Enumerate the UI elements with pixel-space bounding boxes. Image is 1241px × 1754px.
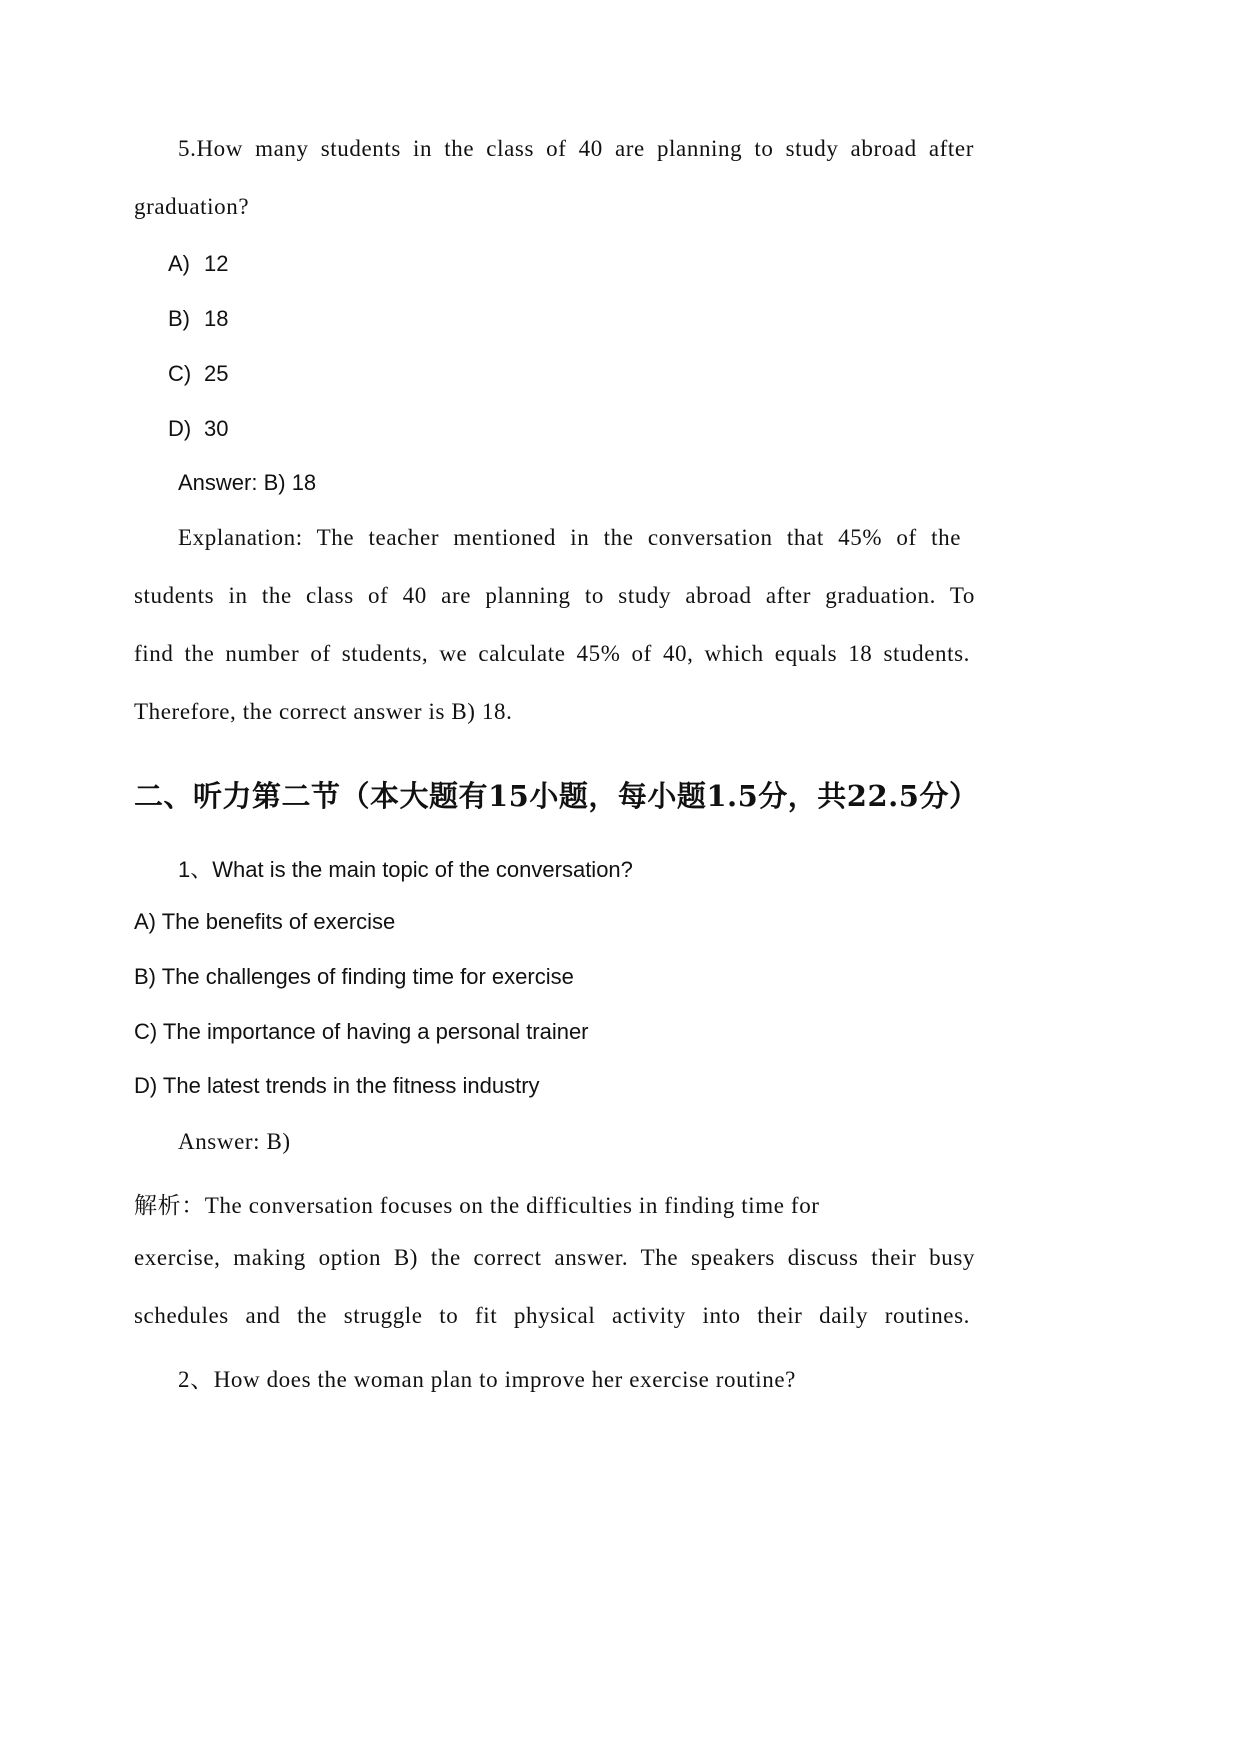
option-text: 18 (204, 306, 229, 331)
q5-option-c (168, 361, 228, 387)
q5-option-d (168, 416, 228, 442)
option-letter: B) (168, 306, 190, 331)
q5-option-a (168, 251, 228, 277)
option-letter: A) (168, 251, 190, 276)
q1-option-d: D) The latest trends in the fitness industry (134, 1073, 540, 1098)
q5-stem-line2: graduation? (134, 194, 250, 219)
q1-option-b: B) The challenges of finding time for exercise (134, 964, 574, 989)
q1-stem: 1、What is the main topic of the conversation? (178, 857, 633, 882)
q5-option-b (168, 306, 228, 332)
section-heading: 二、听力第二节（本大题有15小题，每小题1.5分，共22.5分） (134, 779, 979, 813)
q5-explanation-line1: Explanation: The teacher mentioned in the conversation that 45% of the (178, 525, 961, 550)
q1-answer: Answer: B) (178, 1129, 291, 1154)
q1-analysis-line1: 解析：The conversation focuses on the difficulties in finding time for (134, 1193, 820, 1218)
option-text: 25 (204, 361, 229, 386)
q5-explanation-line3: find the number of students, we calculate 45% of 40, which equals 18 students. (134, 641, 970, 666)
q5-answer: Answer: B) 18 (178, 470, 317, 495)
q2-stem: 2、How does the woman plan to improve her exercise routine? (178, 1367, 796, 1392)
q1-option-a: A) The benefits of exercise (134, 909, 396, 934)
option-letter: D) (168, 416, 192, 441)
q1-analysis-line2: exercise, making option B) the correct answer. The speakers discuss their busy (134, 1245, 975, 1270)
q1-option-c: C) The importance of having a personal trainer (134, 1019, 589, 1044)
q5-stem-line1: 5.How many students in the class of 40 are planning to study abroad after (178, 136, 974, 161)
option-text: 30 (204, 416, 229, 441)
q5-explanation-line4: Therefore, the correct answer is B) 18. (134, 699, 513, 724)
option-text: 12 (204, 251, 229, 276)
q1-analysis-line3: schedules and the struggle to fit physical activity into their daily routines. (134, 1303, 970, 1328)
option-letter: C) (168, 361, 192, 386)
q5-explanation-line2: students in the class of 40 are planning to study abroad after graduation. To (134, 583, 975, 608)
